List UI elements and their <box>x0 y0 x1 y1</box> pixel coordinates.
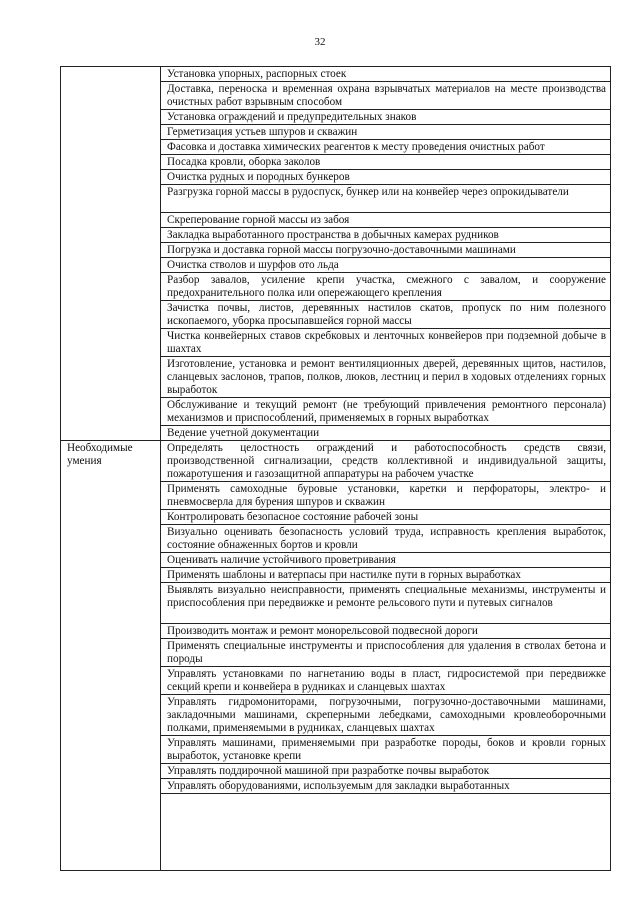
table-row: Доставка, переноска и временная охрана взрывчатых материалов на месте производства очистных работ взрывным способом <box>161 82 610 110</box>
table-row: Управлять установками по нагнетанию воды в пласт, гидросистемой при передвижке секций крепи и конвейера в рудниках и сланцевых шахтах <box>161 667 610 695</box>
table-row: Установка упорных, распорных стоек <box>161 67 610 82</box>
table-row: Определять целостность ограждений и работоспособность средств связи, производственной сигнализации, средств коллективной и индивидуальной защиты, пожаротушения и газозащитной аппаратуры на рабочем участке <box>161 441 610 482</box>
table-row: Обслуживание и текущий ремонт (не требующий привлечения ремонтного персонала) механизмов и приспособлений, применяемых в горных выработках <box>161 398 610 426</box>
table-row: Управлять поддирочной машиной при разработке почвы выработок <box>161 764 610 779</box>
table-row: Управлять машинами, применяемыми при разработке породы, боков и кровли горных выработок, установке крепи <box>161 736 610 764</box>
table-row: Очистка стволов и шурфов ото льда <box>161 258 610 273</box>
table-row: Визуально оценивать безопасность условий труда, исправность крепления выработок, состояние обнаженных бортов и кровли <box>161 525 610 553</box>
table-row: Закладка выработанного пространства в добычных камерах рудников <box>161 228 610 243</box>
table-row: Изготовление, установка и ремонт вентиляционных дверей, деревянных щитов, настилов, сланцевых заслонов, трапов, полков, люков, лестниц и перил в ходовых отделениях горных выработок <box>161 357 610 398</box>
table-row: Применять специальные инструменты и приспособления для удаления в стволах бетона и породы <box>161 639 610 667</box>
table-row: Производить монтаж и ремонт монорельсовой подвесной дороги <box>161 624 610 639</box>
table-rows <box>161 67 610 794</box>
table-row: Выявлять визуально неисправности, применять специальные механизмы, инструменты и приспособления при передвижке и ремонте рельсового пути и путевых сигналов <box>161 583 610 624</box>
table-row: Фасовка и доставка химических реагентов к месту проведения очистных работ <box>161 140 610 155</box>
table-row: Управлять гидромониторами, погрузочными, погрузочно-доставочными машинами, закладочными машинами, скреперными лебедками, самоходными кровлеоборочными полками, применяемыми в рудниках, сланцевых шахтах <box>161 695 610 736</box>
section-divider <box>61 440 161 441</box>
table-row: Разгрузка горной массы в рудоспуск, бункер или на конвейер через опрокидыватели <box>161 185 610 213</box>
table-row: Скреперование горной массы из забоя <box>161 213 610 228</box>
table-row: Чистка конвейерных ставов скребковых и ленточных конвейеров при подземной добыче в шахтах <box>161 329 610 357</box>
table-row: Контролировать безопасное состояние рабочей зоны <box>161 510 610 525</box>
section-label: Необходимые умения <box>67 442 133 467</box>
table-row: Зачистка почвы, листов, деревянных настилов скатов, пропуск по ним полезного ископаемого, уборка просыпавшейся горной массы <box>161 301 610 329</box>
table-row: Применять самоходные буровые установки, каретки и перфораторы, электро- и пневмосверла для бурения шпуров и скважин <box>161 482 610 510</box>
table-row: Разбор завалов, усиление крепи участка, смежного с завалом, и сооружение предохранительного полка или опережающего крепления <box>161 273 610 301</box>
table-row: Оценивать наличие устойчивого проветривания <box>161 553 610 568</box>
table-row: Управлять оборудованиями, используемым для закладки выработанных <box>161 779 610 794</box>
table-row: Ведение учетной документации <box>161 426 610 441</box>
requirements-table <box>60 66 611 871</box>
page-number: 32 <box>314 36 326 48</box>
table-row: Посадка кровли, оборка заколов <box>161 155 610 170</box>
table-row: Герметизация устьев шпуров и скважин <box>161 125 610 140</box>
table-row: Очистка рудных и породных бункеров <box>161 170 610 185</box>
table-row: Применять шаблоны и ватерпасы при настилке пути в горных выработках <box>161 568 610 583</box>
table-row: Погрузка и доставка горной массы погрузочно-доставочными машинами <box>161 243 610 258</box>
table-row: Установка ограждений и предупредительных знаков <box>161 110 610 125</box>
section-label-column <box>61 67 161 870</box>
